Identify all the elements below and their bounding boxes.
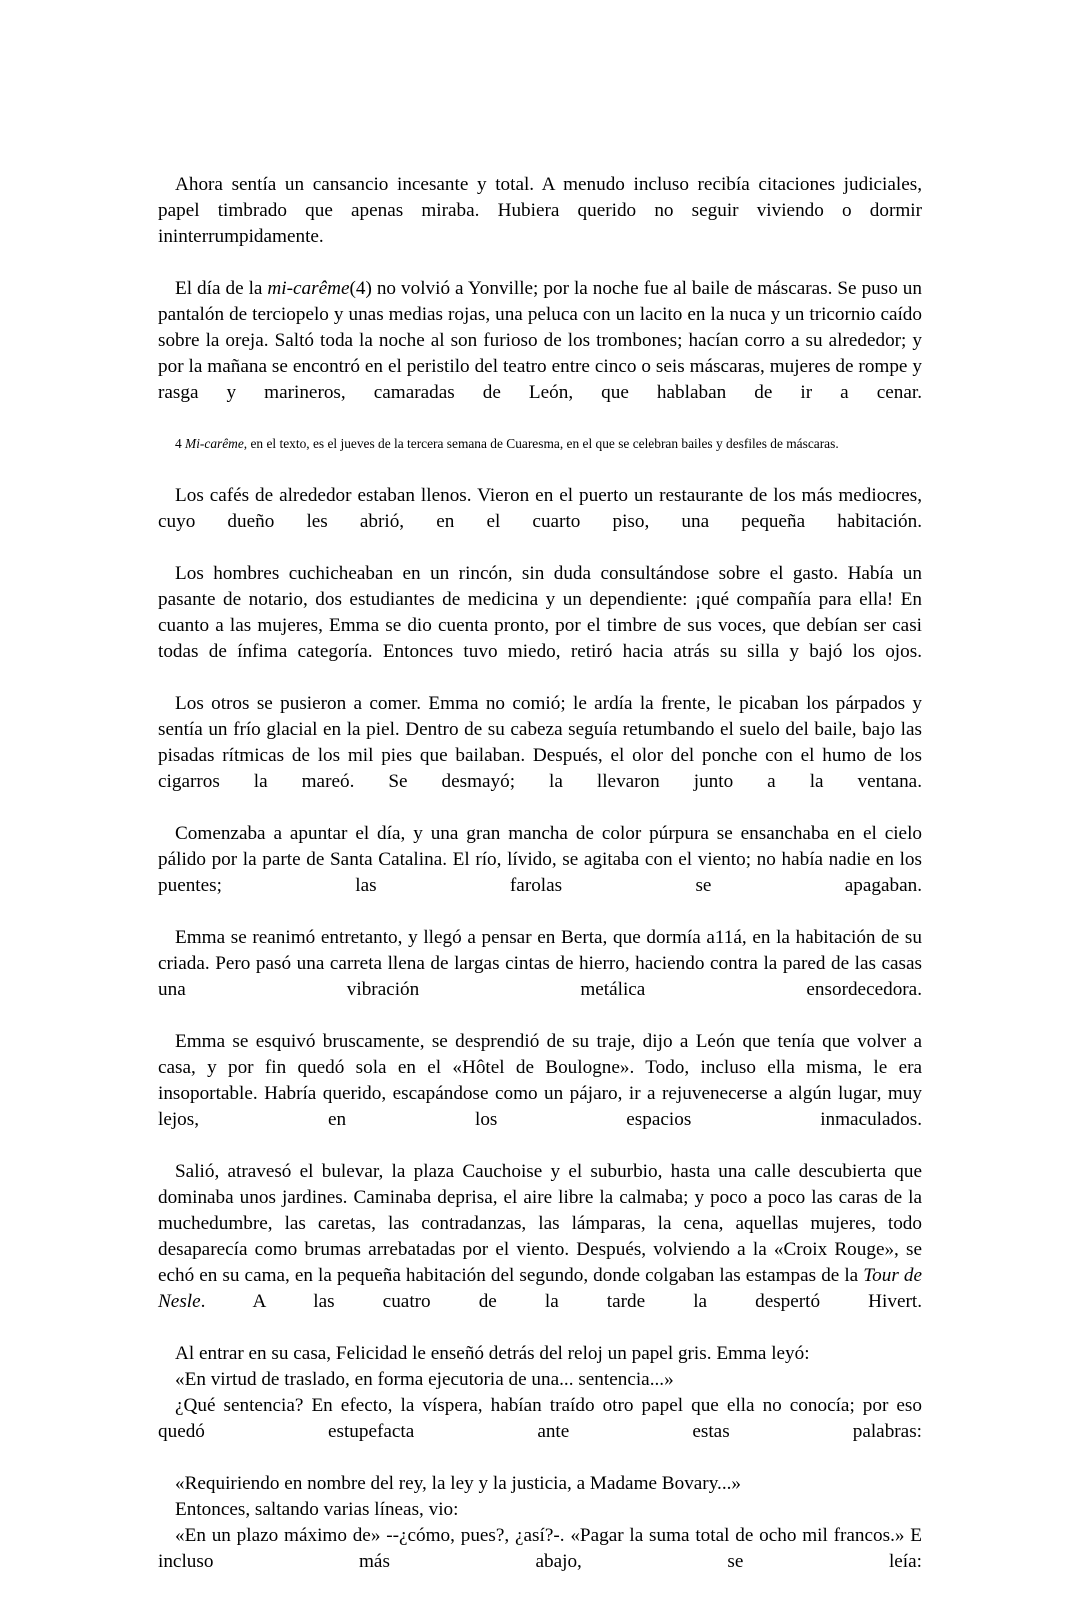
paragraph-9-text: . A las cuatro de la tarde la despertó Hivert. (200, 1291, 922, 1312)
paragraph-2-italic-term: mi-carême (267, 278, 350, 299)
paragraph-14-text: Entonces, saltando varias líneas, vio: (175, 1499, 459, 1520)
paragraph-15-text: «En un plazo máximo de» --¿cómo, pues?, ¿así?-. «Pagar la suma total de ocho mil francos.» E incluso más abajo, se leía: (158, 1525, 922, 1572)
paragraph-4 (158, 561, 922, 691)
section-gap (158, 453, 922, 483)
paragraph-8-text: Emma se esquivó bruscamente, se desprendió de su traje, dijo a León que tenía que volver a casa, y por fin quedó sola en el «Hôtel de Boulogne». Todo, incluso ella misma, le era insoportable. Habría querido, escapándose como un pájaro, ir a rejuvenecerse a algún lugar, muy lejos, en los espacios inmaculados. (158, 1031, 922, 1130)
paragraph-4-text: Los hombres cuchicheaban en un rincón, sin duda consultándose sobre el gasto. Había un pasante de notario, dos estudiantes de medicina y un dependiente: ¡qué compañía para ella! En cuanto a las mujeres, Emma se dio cuenta pronto, por el timbre de sus voces, que debían ser casi todas de ínfima categoría. Entonces tuvo miedo, retiró hacia atrás su silla y bajó los ojos. (158, 563, 922, 662)
paragraph-9 (158, 1159, 922, 1341)
paragraph-15 (158, 1523, 922, 1601)
paragraph-6 (158, 821, 922, 925)
paragraph-5-text: Los otros se pusieron a comer. Emma no comió; le ardía la frente, le picaban los párpados y sentía un frío glacial en la piel. Dentro de su cabeza seguía retumbando el suelo del baile, bajo las pisadas rítmicas de los mil pies que bailaban. Después, el olor del ponche con el humo de los cigarros la mareó. Se desmayó; la llevaron junto a la ventana. (158, 693, 922, 792)
footnote-text: , en el texto, es el jueves de la tercera semana de Cuaresma, en el que se celebran bailes y desfiles de máscaras. (243, 436, 839, 451)
footnote-italic-term: Mi-carême (185, 436, 244, 451)
paragraph-11-quote (158, 1367, 922, 1393)
paragraph-14 (158, 1497, 922, 1523)
paragraph-9-lead: Salió, atravesó el bulevar, la plaza Cauchoise y el suburbio, hasta una calle descubierta que dominaba unos jardines. Caminaba deprisa, el aire libre la calmaba; y poco a poco las caras de la muchedumbre, las caretas, las contradanzas, las lámparas, la cena, aquellas mujeres, todo desaparecía como brumas arrebatadas por el viento. Después, volviendo a la «Croix Rouge», se echó en su cama, en la pequeña habitación del segundo, donde colgaban las estampas de la (158, 1161, 922, 1286)
paragraph-9-italic-title: Tour de Nesle (158, 1265, 922, 1312)
paragraph-13-text: «Requiriendo en nombre del rey, la ley y la justicia, a Madame Bovary...» (175, 1473, 742, 1494)
paragraph-6-text: Comenzaba a apuntar el día, y una gran mancha de color púrpura se ensanchaba en el cielo pálido por la parte de Santa Catalina. El río, lívido, se agitaba con el viento; no había nadie en los puentes; las farolas se apagaban. (158, 823, 922, 896)
paragraph-12 (158, 1393, 922, 1471)
paragraph-1 (158, 172, 922, 276)
paragraph-5 (158, 691, 922, 821)
paragraph-3-text: Los cafés de alrededor estaban llenos. Vieron en el puerto un restaurante de los más mediocres, cuyo dueño les abrió, en el cuarto piso, una pequeña habitación. (158, 485, 922, 532)
footnote-4 (158, 434, 922, 453)
paragraph-7-text: Emma se reanimó entretanto, y llegó a pensar en Berta, que dormía a11á, en la habitación de su criada. Pero pasó una carreta llena de largas cintas de hierro, haciendo contra la pared de las casas una vibración metálica ensordecedora. (158, 927, 922, 1000)
text-column (158, 172, 922, 1601)
paragraph-8 (158, 1029, 922, 1159)
paragraph-11-text: «En virtud de traslado, en forma ejecutoria de una... sentencia...» (175, 1369, 674, 1390)
paragraph-7 (158, 925, 922, 1029)
paragraph-13-quote (158, 1471, 922, 1497)
paragraph-10 (158, 1341, 922, 1367)
paragraph-2-text: (4) no volvió a Yonville; por la noche fue al baile de máscaras. Se puso un pantalón de terciopelo y unas medias rojas, una peluca con un lacito en la nuca y un tricornio caído sobre la oreja. Saltó toda la noche al son furioso de los trombones; hacían corro a su alrededor; y por la mañana se encontró en el peristilo del teatro entre cinco o seis máscaras, mujeres de rompe y rasga y marineros, camaradas de León, que hablaban de ir a cenar. (158, 278, 922, 403)
paragraph-10-text: Al entrar en su casa, Felicidad le enseñó detrás del reloj un papel gris. Emma leyó: (175, 1343, 810, 1364)
footnote-marker: 4 (175, 436, 186, 451)
paragraph-2-lead: El día de la (175, 278, 268, 299)
paragraph-3 (158, 483, 922, 561)
paragraph-12-text: ¿Qué sentencia? En efecto, la víspera, habían traído otro papel que ella no conocía; por eso quedó estupefacta ante estas palabras: (158, 1395, 922, 1442)
paragraph-2 (158, 276, 922, 432)
paragraph-1-text: Ahora sentía un cansancio incesante y total. A menudo incluso recibía citaciones judiciales, papel timbrado que apenas miraba. Hubiera querido no seguir viviendo o dormir ininterrumpidamente. (158, 174, 922, 247)
